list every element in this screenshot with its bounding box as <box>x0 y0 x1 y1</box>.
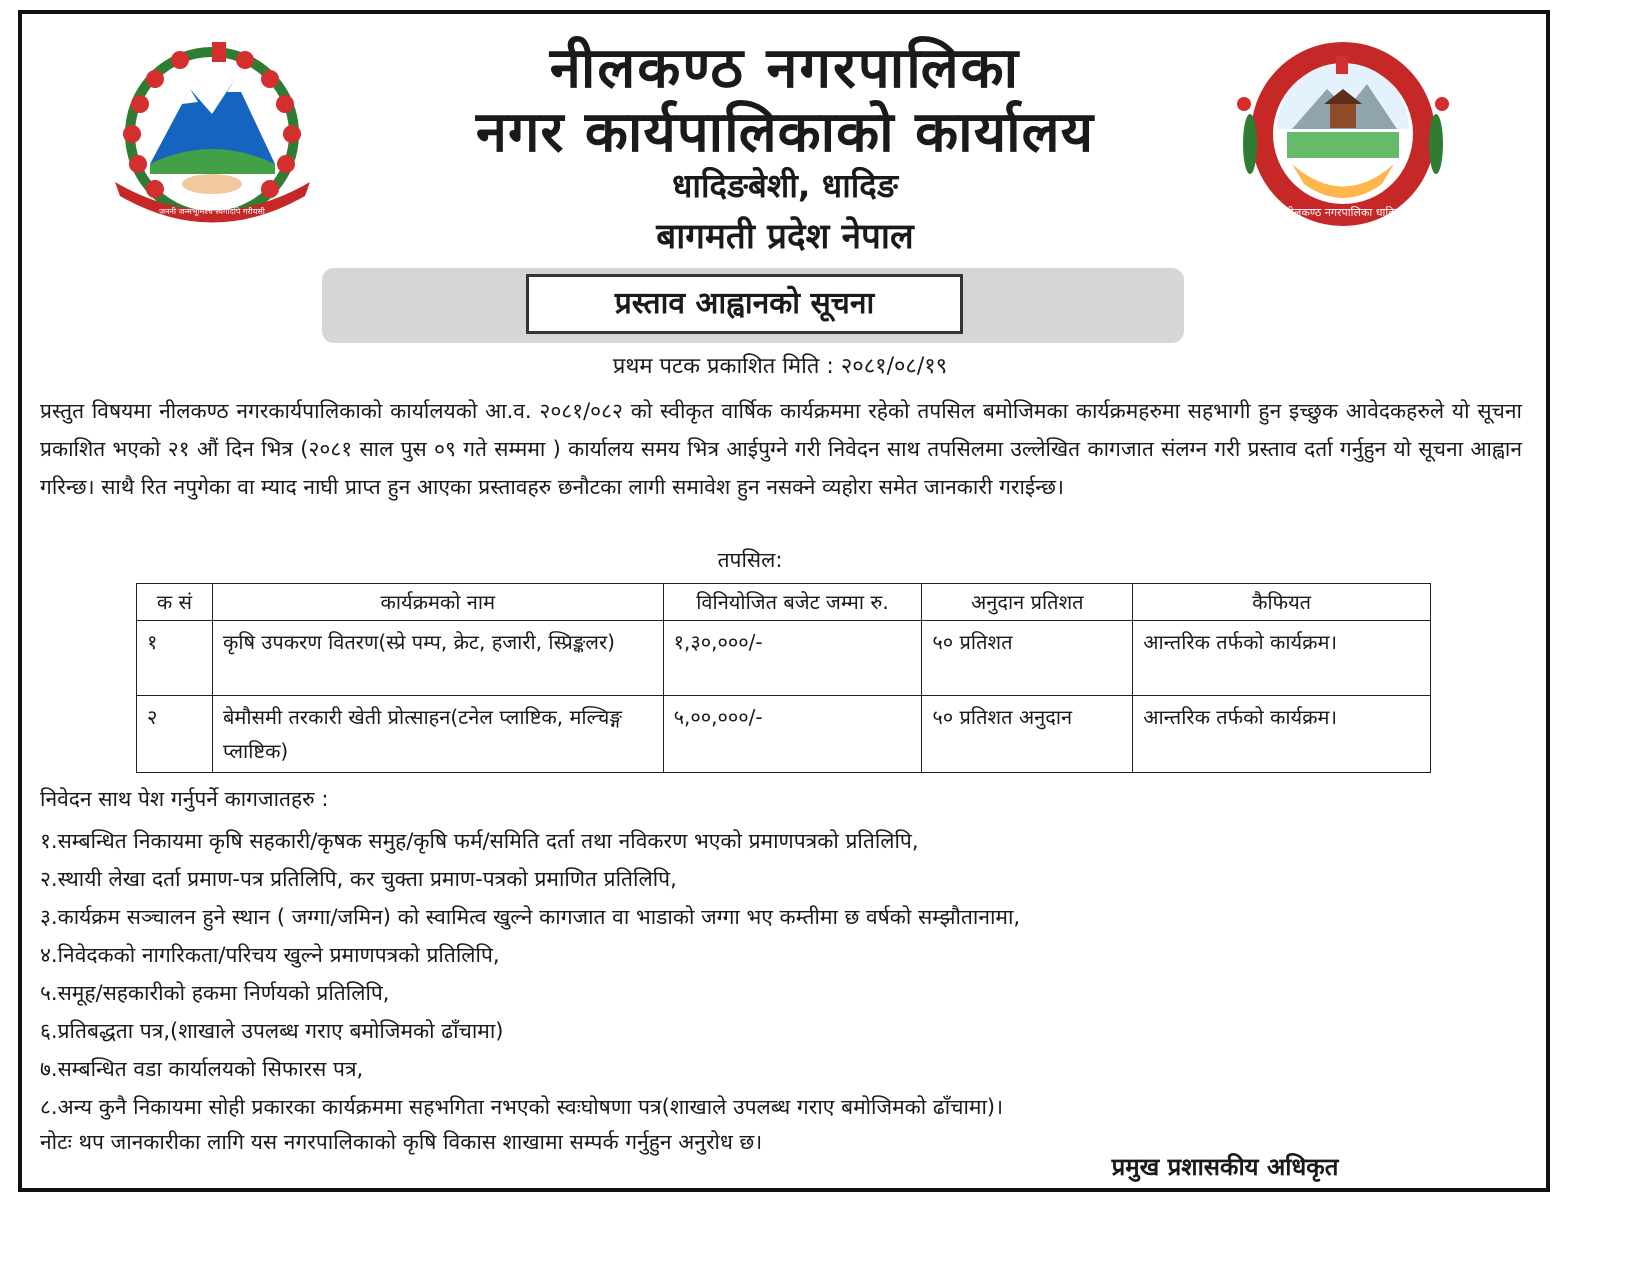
col-header-subsidy: अनुदान प्रतिशत <box>922 584 1133 621</box>
emblem-handshake <box>182 174 242 194</box>
cell-budget: ५,००,०००/- <box>663 696 922 773</box>
list-item: ८.अन्य कुनै निकायमा सोही प्रकारका कार्यक्रममा सहभगिता नभएको स्वःघोषणा पत्र(शाखाले उपलब्ध गराए बमोजिमको ढाँचामा)। <box>40 1095 1004 1119</box>
logo-temple <box>1330 102 1356 128</box>
office-name: नगर कार्यपालिकाको कार्यालय <box>475 100 1095 165</box>
emblem-motto: जननी जन्मभूमिश्च स्वर्गादपि गरीयसी <box>159 207 265 216</box>
col-header-program: कार्यक्रमको नाम <box>212 584 663 621</box>
list-item: ६.प्रतिबद्धता पत्र,(शाखाले उपलब्ध गराए बमोजिमको ढाँचामा) <box>40 1019 504 1043</box>
nepal-emblem-logo <box>100 34 325 229</box>
cell-sn: १ <box>137 621 213 696</box>
col-header-sn: क सं <box>137 584 213 621</box>
documents-list <box>40 822 1522 1126</box>
address-line-2: बागमती प्रदेश नेपाल <box>656 217 914 257</box>
cell-subsidy: ५० प्रतिशत अनुदान <box>922 696 1133 773</box>
list-item: २.स्थायी लेखा दर्ता प्रमाण-पत्र प्रतिलिपि, कर चुक्ता प्रमाण-पत्रको प्रमाणित प्रतिलिपि, <box>40 867 677 891</box>
table-header-row <box>137 584 1431 621</box>
cell-subsidy: ५० प्रतिशत <box>922 621 1133 696</box>
logo-fields <box>1287 132 1399 158</box>
municipality-name: नीलकण्ठ नगरपालिका <box>549 36 1021 101</box>
published-date: प्रथम पटक प्रकाशित मिति : २०८१/०८/१९ <box>612 354 948 379</box>
signatory: प्रमुख प्रशासकीय अधिकृत <box>1111 1153 1339 1181</box>
cell-program: कृषि उपकरण वितरण(स्प्रे पम्प, क्रेट, हजारी, स्प्रिङ्कलर) <box>212 621 663 696</box>
municipality-logo <box>1232 34 1454 229</box>
cell-remarks: आन्तरिक तर्फको कार्यक्रम। <box>1133 621 1431 696</box>
cell-program: बेमौसमी तरकारी खेती प्रोत्साहन(टनेल प्लाष्टिक, मल्चिङ्ग प्लाष्टिक) <box>212 696 663 773</box>
cell-remarks: आन्तरिक तर्फको कार्यक्रम। <box>1133 696 1431 773</box>
table-row <box>137 621 1431 696</box>
logo-flag <box>1336 56 1348 74</box>
notice-body: प्रस्तुत विषयमा नीलकण्ठ नगरकार्यपालिकाको कार्यालयको आ.व. २०८१/०८२ को स्वीकृत वार्षिक कार्यक्रममा रहेको तपसिल बमोजिमका कार्यक्रमहरुमा सहभागी हुन इच्छुक आवेदकहरुले यो सूचना प्रकाशित भएको २१ औं दिन भित्र (२०८१ साल पुस ०९ गते सम्ममा ) कार्यालय समय भित्र आईपुग्ने गरी निवेदन साथ तपसिलमा उल्लेखित कागजात संलग्न गरी प्रस्ताव दर्ता गर्नुहुन यो सूचना आह्वान गरिन्छ। साथै रित नपुगेका वा म्याद नाघी प्राप्त हुन आएका प्रस्तावहरु छनौटका लागी समावेश हुन नसक्ने व्यहोरा समेत जानकारी गराईन्छ। <box>40 399 1522 499</box>
notice-title: प्रस्ताव आह्वानको सूचना <box>526 274 963 334</box>
schedule-label: तपसिल: <box>717 548 783 572</box>
list-item: ४.निवेदकको नागरिकता/परिचय खुल्ने प्रमाणपत्रको प्रतिलिपि, <box>40 943 500 967</box>
col-header-budget: विनियोजित बजेट जम्मा रु. <box>663 584 922 621</box>
list-item: ७.सम्बन्धित वडा कार्यालयको सिफारस पत्र, <box>40 1057 364 1081</box>
program-table <box>136 583 1431 773</box>
footer-note: नोटः थप जानकारीका लागि यस नगरपालिकाको कृषि विकास शाखामा सम्पर्क गर्नुहुन अनुरोध छ। <box>40 1130 763 1154</box>
table-row <box>137 696 1431 773</box>
cell-sn: २ <box>137 696 213 773</box>
list-item: १.सम्बन्धित निकायमा कृषि सहकारी/कृषक समुह/कृषि फर्म/समिति दर्ता तथा नविकरण भएको प्रमाणपत्रको प्रतिलिपि, <box>40 829 919 853</box>
cell-budget: १,३०,०००/- <box>663 621 922 696</box>
col-header-remarks: कैफियत <box>1133 584 1431 621</box>
address-line-1: धादिङबेशी, धादिङ <box>672 166 898 205</box>
list-item: ३.कार्यक्रम सञ्चालन हुने स्थान ( जग्गा/जमिन) को स्वामित्व खुल्ने कागजात वा भाडाको जग्गा भए कम्तीमा छ वर्षको सम्झौतानामा, <box>40 905 1021 929</box>
documents-heading: निवेदन साथ पेश गर्नुपर्ने कागजातहरु : <box>40 787 329 811</box>
emblem-flag <box>212 42 226 62</box>
logo-caption: नीलकण्ठ नगरपालिका धादिङ <box>1284 206 1402 219</box>
list-item: ५.समूह/सहकारीको हकमा निर्णयको प्रतिलिपि, <box>40 981 390 1005</box>
